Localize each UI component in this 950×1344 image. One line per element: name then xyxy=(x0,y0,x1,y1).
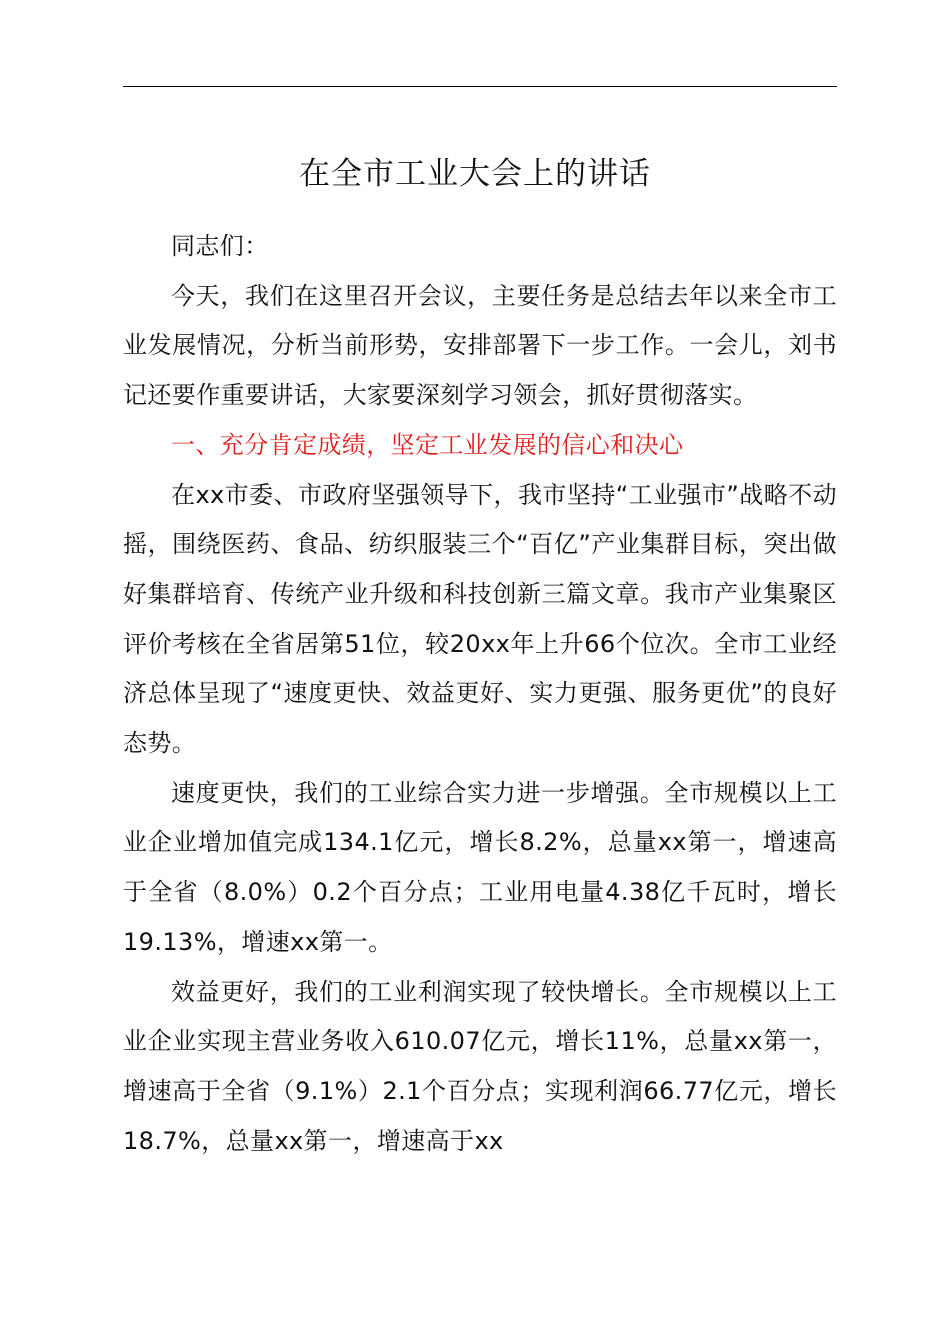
paragraph-section1-efficiency: 效益更好，我们的工业利润实现了较快增长。全市规模以上工业企业实现主营业务收入610.07亿元，增长11%，总量xx第一，增速高于全省（9.1%）2.1个百分点；实现利润66.77亿元，增长18.7%，总量xx第一，增速高于xx xyxy=(123,977,837,1155)
section-heading-1: 一、充分肯定成绩，坚定工业发展的信心和决心 xyxy=(171,430,684,459)
header-rule xyxy=(123,86,837,87)
greeting: 同志们： xyxy=(171,232,269,260)
paragraph-intro: 今天，我们在这里召开会议，主要任务是总结去年以来全市工业发展情况，分析当前形势，安排部署下一步工作。一会儿，刘书记还要作重要讲话，大家要深刻学习领会，抓好贯彻落实。 xyxy=(123,281,837,410)
paragraph-section1-speed: 速度更快，我们的工业综合实力进一步增强。全市规模以上工业企业增加值完成134.1亿元，增长8.2%，总量xx第一，增速高于全省（8.0%）0.2个百分点；工业用电量4.38亿千瓦时，增长19.13%，增速xx第一。 xyxy=(123,778,837,956)
page-title: 在全市工业大会上的讲话 xyxy=(299,156,651,192)
document-body xyxy=(123,222,837,1166)
paragraph-section1-overview: 在xx市委、市政府坚强领导下，我市坚持“工业强市”战略不动摇，围绕医药、食品、纺织服装三个“百亿”产业集群目标，突出做好集群培育、传统产业升级和科技创新三篇文章。我市产业集聚区评价考核在全省居第51位，较20xx年上升66个位次。全市工业经济总体呈现了“速度更快、效益更好、实力更强、服务更优”的良好态势。 xyxy=(123,480,837,758)
